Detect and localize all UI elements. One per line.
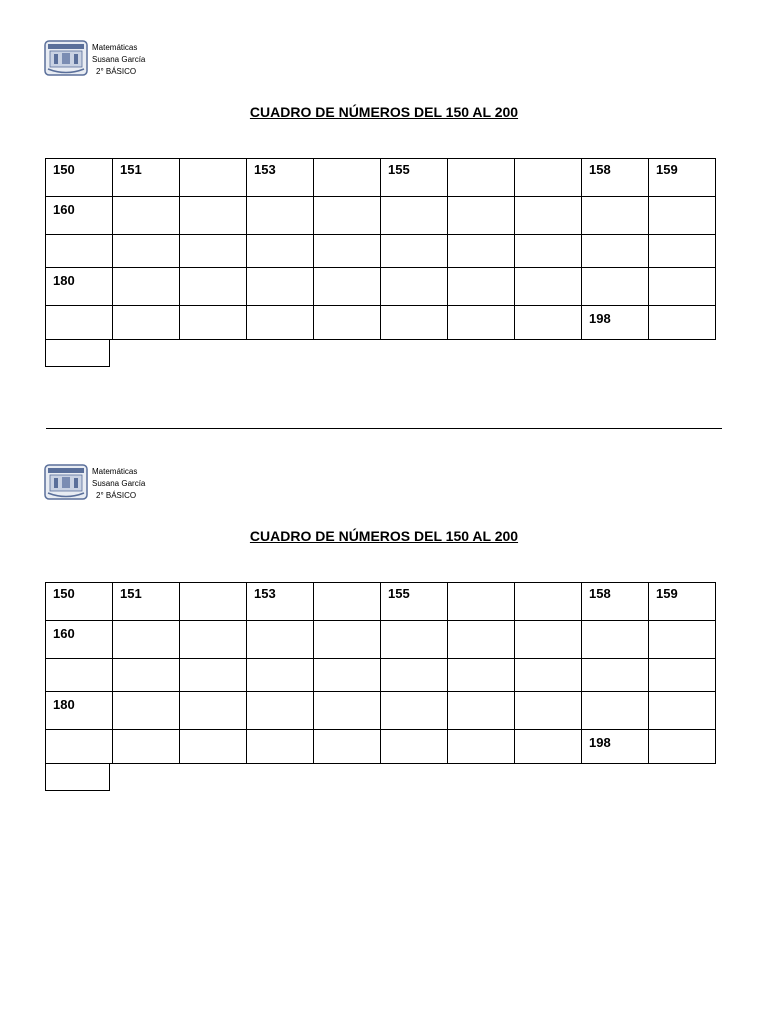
grid-cell[interactable]: 158 [582, 159, 649, 197]
grid-cell[interactable] [113, 692, 180, 730]
grid-cell[interactable] [46, 306, 113, 340]
number-grid [45, 158, 716, 340]
grid-cell[interactable]: 153 [247, 583, 314, 621]
grid-cell[interactable]: 155 [381, 583, 448, 621]
grid-cell[interactable] [381, 268, 448, 306]
grid-cell[interactable] [515, 235, 582, 268]
grid-row [46, 621, 716, 659]
grid-cell[interactable] [582, 659, 649, 692]
grid-cell[interactable] [515, 692, 582, 730]
grid-cell[interactable] [582, 621, 649, 659]
grid-cell[interactable] [381, 235, 448, 268]
grid-cell[interactable] [649, 197, 716, 235]
worksheet-bottom [0, 424, 768, 824]
grid-row [46, 730, 716, 764]
grid-cell[interactable] [448, 730, 515, 764]
grid-cell[interactable] [180, 692, 247, 730]
grid-row [46, 268, 716, 306]
grid-cell[interactable] [247, 235, 314, 268]
grid-row [46, 159, 716, 197]
grid-cell[interactable] [649, 621, 716, 659]
grid-cell[interactable]: 150 [46, 583, 113, 621]
grid-cell[interactable]: 198 [582, 306, 649, 340]
grid-cell[interactable] [515, 268, 582, 306]
grid-cell[interactable] [314, 306, 381, 340]
grid-cell[interactable] [314, 235, 381, 268]
grid-cell[interactable] [113, 268, 180, 306]
grid-cell[interactable]: 180 [46, 268, 113, 306]
grid-cell[interactable] [247, 268, 314, 306]
teacher-name: Susana García [92, 479, 146, 488]
grid-cell[interactable] [582, 692, 649, 730]
grid-cell[interactable] [649, 730, 716, 764]
grid-cell[interactable] [113, 197, 180, 235]
grid-cell[interactable]: 151 [113, 159, 180, 197]
grid-cell[interactable] [113, 621, 180, 659]
teacher-name: Susana García [92, 55, 146, 64]
grid-cell[interactable] [314, 621, 381, 659]
grid-cell[interactable] [180, 583, 247, 621]
grid-cell[interactable] [448, 159, 515, 197]
grid-cell[interactable] [649, 268, 716, 306]
grid-cell[interactable]: 150 [46, 159, 113, 197]
grid-cell[interactable] [46, 235, 113, 268]
grid-cell[interactable] [515, 583, 582, 621]
grid-cell[interactable] [46, 659, 113, 692]
grid-cell[interactable] [247, 306, 314, 340]
grid-cell[interactable] [381, 621, 448, 659]
grid-cell[interactable] [314, 659, 381, 692]
grid-cell[interactable]: 153 [247, 159, 314, 197]
grid-cell[interactable] [314, 268, 381, 306]
grid-cell[interactable] [247, 197, 314, 235]
grid-row [46, 692, 716, 730]
grid-cell[interactable] [448, 692, 515, 730]
grid-cell[interactable] [448, 659, 515, 692]
school-crest-icon [44, 40, 88, 76]
grid-cell[interactable] [180, 659, 247, 692]
grid-cell[interactable] [247, 730, 314, 764]
grid-cell[interactable] [46, 730, 113, 764]
subject-label: Matemáticas [92, 43, 138, 52]
grid-cell[interactable] [180, 197, 247, 235]
school-crest-icon [44, 464, 88, 500]
grid-row [46, 659, 716, 692]
grid-cell[interactable]: 159 [649, 159, 716, 197]
grid-cell[interactable] [515, 197, 582, 235]
grid-cell[interactable] [381, 730, 448, 764]
grid-cell[interactable] [515, 730, 582, 764]
grid-cell[interactable] [649, 235, 716, 268]
grid-cell[interactable]: 155 [381, 159, 448, 197]
header-info [92, 42, 145, 78]
grid-cell[interactable]: 180 [46, 692, 113, 730]
grid-cell[interactable] [448, 197, 515, 235]
grid-cell[interactable]: 159 [649, 583, 716, 621]
grid-cell[interactable] [180, 159, 247, 197]
grid-cell[interactable]: 160 [46, 621, 113, 659]
grid-cell[interactable] [515, 159, 582, 197]
grid-cell[interactable] [180, 621, 247, 659]
grid-row [46, 235, 716, 268]
grid-cell[interactable] [314, 583, 381, 621]
grid-cell[interactable] [381, 197, 448, 235]
subject-label: Matemáticas [92, 467, 138, 476]
worksheet-title: CUADRO DE NÚMEROS DEL 150 AL 200 [249, 528, 519, 544]
grid-cell[interactable] [180, 730, 247, 764]
grade-label: 2° BÁSICO [96, 67, 137, 76]
worksheet-title: CUADRO DE NÚMEROS DEL 150 AL 200 [249, 104, 519, 120]
grid-cell[interactable] [180, 235, 247, 268]
grid-cell[interactable] [113, 235, 180, 268]
grid-cell[interactable] [649, 306, 716, 340]
grid-cell[interactable] [113, 306, 180, 340]
grid-cell[interactable] [582, 197, 649, 235]
grid-cell[interactable] [314, 159, 381, 197]
grid-cell[interactable] [582, 235, 649, 268]
grid-row [46, 197, 716, 235]
grid-cell[interactable] [448, 583, 515, 621]
grid-cell[interactable] [448, 621, 515, 659]
grid-cell[interactable] [448, 268, 515, 306]
grid-cell[interactable] [515, 659, 582, 692]
extra-cell-200[interactable] [45, 763, 110, 791]
grid-cell[interactable] [180, 306, 247, 340]
grid-cell[interactable] [314, 197, 381, 235]
grid-cell[interactable] [582, 268, 649, 306]
grid-cell[interactable] [381, 306, 448, 340]
number-grid [45, 582, 716, 764]
grid-cell[interactable] [448, 235, 515, 268]
grid-cell[interactable]: 160 [46, 197, 113, 235]
grid-cell[interactable] [247, 692, 314, 730]
grid-cell[interactable]: 198 [582, 730, 649, 764]
grid-cell[interactable] [314, 692, 381, 730]
grid-cell[interactable] [180, 268, 247, 306]
grid-cell[interactable] [247, 659, 314, 692]
grid-cell[interactable] [247, 621, 314, 659]
grid-cell[interactable] [381, 692, 448, 730]
grid-row [46, 583, 716, 621]
grid-cell[interactable] [381, 659, 448, 692]
grid-cell[interactable] [314, 730, 381, 764]
grid-row [46, 306, 716, 340]
header-info [92, 466, 145, 502]
worksheet-top [0, 0, 768, 400]
grid-cell[interactable] [448, 306, 515, 340]
grid-cell[interactable]: 151 [113, 583, 180, 621]
extra-cell-200[interactable] [45, 339, 110, 367]
grid-cell[interactable] [515, 306, 582, 340]
grid-cell[interactable] [113, 659, 180, 692]
grid-cell[interactable] [649, 659, 716, 692]
grid-cell[interactable] [649, 692, 716, 730]
grid-cell[interactable] [515, 621, 582, 659]
grid-cell[interactable] [113, 730, 180, 764]
grid-cell[interactable]: 158 [582, 583, 649, 621]
grade-label: 2° BÁSICO [96, 491, 137, 500]
